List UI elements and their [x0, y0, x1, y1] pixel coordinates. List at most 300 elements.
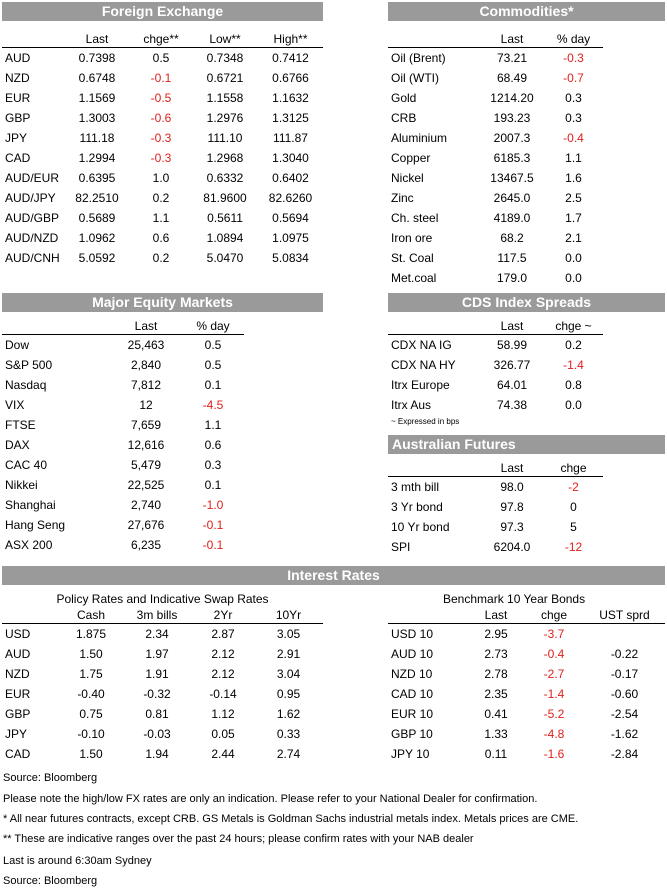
bonds-cell — [584, 624, 665, 645]
fx-row — [2, 248, 323, 268]
futures-row-label: 3 mth bill — [391, 480, 440, 494]
bonds-cell: 0.11 — [484, 747, 508, 761]
cds-cell: 326.77 — [493, 358, 531, 372]
equity-cell: 25,463 — [127, 338, 165, 352]
bonds-cell: 1.33 — [484, 727, 508, 741]
commodities-row-label: Ch. steel — [391, 211, 439, 225]
policy-cell: -0.40 — [77, 687, 105, 701]
policy-col-header: Cash — [76, 608, 105, 622]
rates-panel — [2, 566, 665, 585]
bonds-row-label: CAD 10 — [391, 687, 434, 701]
fx-cell: 82.2510 — [75, 191, 119, 205]
cds-cell: 58.99 — [496, 338, 528, 352]
fx-cell: 0.6 — [152, 231, 170, 245]
equity-row — [2, 535, 244, 555]
equity-row — [2, 355, 244, 375]
commodities-title: Commodities* — [388, 2, 665, 21]
policy-row — [2, 684, 323, 704]
commodities-cell: 4189.0 — [493, 211, 531, 225]
equity-cell: 7,812 — [130, 378, 162, 392]
cds-cell: 74.38 — [496, 398, 528, 412]
bonds-cell: 0.41 — [484, 707, 508, 721]
cds-row-label: Itrx Aus — [391, 398, 432, 412]
fx-cell: 0.7398 — [78, 51, 116, 65]
fx-cell: 0.5611 — [207, 211, 243, 225]
cds-table — [388, 318, 603, 415]
equity-cell: -0.1 — [202, 518, 224, 532]
fx-row — [2, 48, 323, 69]
policy-cell: 1.50 — [79, 747, 103, 761]
fx-cell: 0.6766 — [272, 71, 309, 85]
fx-cell: -0.6 — [150, 111, 172, 125]
bonds-col-header — [388, 607, 468, 624]
bonds-table — [388, 607, 665, 764]
fx-row-label: JPY — [5, 131, 28, 145]
equity-row — [2, 515, 244, 535]
bonds-cell: -1.4 — [543, 687, 565, 701]
futures-col-header: Last — [500, 461, 524, 475]
equity-row-label: S&P 500 — [5, 358, 53, 372]
bonds-cell: 2.78 — [484, 667, 508, 681]
futures-cell: 98.0 — [500, 480, 524, 494]
commodities-row-label: St. Coal — [391, 251, 434, 265]
commodities-row — [388, 148, 603, 168]
fx-cell: 0.6395 — [78, 171, 116, 185]
bonds-cell: -2.7 — [543, 667, 565, 681]
bonds-col-header: UST sprd — [599, 608, 650, 622]
fx-header-row — [2, 31, 323, 48]
fx-row — [2, 68, 323, 88]
commodities-row — [388, 268, 603, 288]
policy-row-label: JPY — [5, 727, 28, 741]
fx-row — [2, 168, 323, 188]
commodities-cell: 73.21 — [496, 51, 528, 65]
fx-cell: 1.3040 — [272, 151, 309, 165]
fx-cell: 1.3125 — [272, 111, 309, 125]
bonds-cell: -4.8 — [543, 727, 565, 741]
policy-cell: 1.875 — [75, 627, 107, 641]
fx-cell: 1.0894 — [206, 231, 244, 245]
cds-footnote: ~ Expressed in bps — [391, 417, 460, 426]
bonds-row — [388, 724, 665, 744]
cds-row-label: Itrx Europe — [391, 378, 450, 392]
futures-row — [388, 497, 603, 517]
commodities-row-label: Iron ore — [391, 231, 433, 245]
bonds-row-label: JPY 10 — [391, 747, 430, 761]
commodities-cell: 1.7 — [565, 211, 582, 225]
futures-row — [388, 537, 603, 557]
commodities-row-label: CRB — [391, 111, 417, 125]
fx-row-label: GBP — [5, 111, 31, 125]
fx-cell: 1.1569 — [78, 91, 116, 105]
commodities-row-label: Aluminium — [391, 131, 448, 145]
fx-row — [2, 208, 323, 228]
fx-row-label: AUD/CNH — [5, 251, 60, 265]
equity-title: Major Equity Markets — [2, 293, 323, 312]
policy-row — [2, 644, 323, 664]
equity-cell: 2,740 — [130, 498, 162, 512]
equity-row-label: VIX — [5, 398, 25, 412]
policy-row — [2, 624, 323, 645]
commodities-panel — [388, 2, 665, 288]
fx-cell: 0.2 — [152, 251, 170, 265]
futures-cell: 97.8 — [500, 500, 524, 514]
fx-cell: 111.10 — [207, 131, 243, 145]
bonds-cell: -3.7 — [543, 627, 565, 641]
fx-cell: 1.0 — [152, 171, 170, 185]
policy-cell: 0.95 — [276, 687, 301, 701]
equity-cell: 12 — [139, 398, 153, 412]
bonds-row — [388, 744, 665, 764]
fx-row-label: AUD — [5, 51, 31, 65]
cds-row — [388, 355, 603, 375]
fx-cell: 1.1558 — [206, 91, 244, 105]
commodities-cell: 117.5 — [497, 251, 527, 265]
futures-header-row — [388, 460, 603, 477]
fx-row — [2, 188, 323, 208]
equity-cell: -4.5 — [202, 398, 224, 412]
commodities-cell: -0.3 — [563, 51, 584, 65]
commodities-col-header: Last — [500, 32, 524, 46]
commodities-col-header: % day — [556, 32, 591, 46]
equity-row-label: CAC 40 — [5, 458, 48, 472]
policy-row-label: USD — [5, 627, 31, 641]
fx-cell: 1.3003 — [78, 111, 116, 125]
equity-row — [2, 335, 244, 356]
policy-cell: 0.33 — [276, 727, 301, 741]
equity-cell: 0.1 — [204, 478, 222, 492]
futures-cell: 97.3 — [500, 520, 524, 534]
policy-row-label: NZD — [5, 667, 30, 681]
commodities-row-label: Zinc — [391, 191, 414, 205]
bonds-cell: -5.2 — [543, 707, 565, 721]
policy-row-label: EUR — [5, 687, 31, 701]
bonds-cell: -1.6 — [543, 747, 565, 761]
bonds-cell: -2.84 — [610, 747, 639, 761]
equity-row-label: FTSE — [5, 418, 36, 432]
fx-cell: -0.3 — [150, 151, 172, 165]
policy-col-header: 3m bills — [136, 608, 178, 622]
policy-cell: -0.10 — [77, 727, 105, 741]
policy-cell: 0.75 — [79, 707, 103, 721]
fx-panel — [2, 2, 323, 268]
commodities-cell: 2.1 — [565, 231, 582, 245]
futures-cell: -12 — [564, 540, 583, 554]
fx-cell: -0.5 — [150, 91, 172, 105]
policy-col-header — [2, 607, 60, 624]
commodities-cell: 0.0 — [565, 251, 582, 265]
futures-row-label: 10 Yr bond — [391, 520, 450, 534]
fx-cell: 0.6721 — [206, 71, 244, 85]
fx-title: Foreign Exchange — [2, 2, 323, 21]
equity-row-label: Nikkei — [5, 478, 38, 492]
commodities-cell: -0.4 — [563, 131, 584, 145]
commodities-cell: 68.2 — [500, 231, 524, 245]
equity-cell: 22,525 — [127, 478, 165, 492]
bonds-cell: 2.35 — [484, 687, 508, 701]
fx-cell: -0.1 — [150, 71, 172, 85]
commodities-cell: 0.0 — [565, 271, 582, 285]
bonds-cell: -1.62 — [610, 727, 639, 741]
fx-col-header — [2, 31, 64, 48]
fx-cell: 1.0962 — [78, 231, 116, 245]
commodities-row — [388, 88, 603, 108]
equity-cell: -1.0 — [202, 498, 224, 512]
equity-row-label: DAX — [5, 438, 30, 452]
commodities-cell: 1.6 — [565, 171, 582, 185]
fx-row — [2, 88, 323, 108]
policy-cell: 0.81 — [145, 707, 169, 721]
bonds-cell: -0.17 — [610, 667, 639, 681]
equity-row — [2, 395, 244, 415]
equity-header-row — [2, 318, 244, 335]
cds-row-label: CDX NA HY — [391, 358, 456, 372]
equity-row — [2, 415, 244, 435]
fx-cell: 0.5694 — [272, 211, 309, 225]
fx-col-header: Last — [85, 32, 109, 46]
fx-cell: 0.7348 — [206, 51, 244, 65]
cds-panel — [388, 293, 665, 429]
futures-col-header: chge — [560, 461, 587, 475]
commodities-row — [388, 248, 603, 268]
fx-cell: 82.6260 — [268, 191, 313, 205]
commodities-row-label: Gold — [391, 91, 417, 105]
futures-row-label: SPI — [391, 540, 411, 554]
policy-cell: 0.05 — [211, 727, 235, 741]
equity-row — [2, 455, 244, 475]
commodities-row-label: Oil (WTI) — [391, 71, 439, 85]
commodities-row — [388, 48, 603, 69]
commodities-row-label: Copper — [391, 151, 431, 165]
bonds-cell: -2.54 — [610, 707, 639, 721]
commodities-header-row — [388, 31, 603, 48]
note-source-1: Source: Bloomberg — [3, 772, 98, 784]
equity-cell: 0.3 — [204, 458, 222, 472]
cds-row-label: CDX NA IG — [391, 338, 452, 352]
policy-cell: -0.14 — [209, 687, 237, 701]
fx-row-label: NZD — [5, 71, 30, 85]
equity-cell: 6,235 — [130, 538, 162, 552]
fx-cell: 1.1 — [152, 211, 170, 225]
note-timing: Last is around 6:30am Sydney — [3, 855, 152, 867]
cds-cell: 0.0 — [565, 398, 582, 412]
futures-row — [388, 477, 603, 498]
commodities-cell: 2.5 — [565, 191, 582, 205]
fx-col-header: High** — [273, 32, 308, 46]
equity-row-label: Dow — [5, 338, 30, 352]
note-futures: * All near futures contracts, except CRB. GS Metals is Goldman Sachs industrial metals index. Metals prices are CME. — [3, 813, 579, 825]
bonds-cell: 2.95 — [484, 627, 508, 641]
policy-row-label: CAD — [5, 747, 31, 761]
fx-cell: 1.1632 — [272, 91, 309, 105]
fx-row — [2, 228, 323, 248]
commodities-row-label: Met.coal — [391, 271, 437, 285]
fx-cell: 111.87 — [273, 131, 308, 145]
equity-cell: -0.1 — [202, 538, 224, 552]
policy-row — [2, 664, 323, 684]
policy-cell: 1.91 — [145, 667, 169, 681]
bonds-subtitle: Benchmark 10 Year Bonds — [443, 592, 586, 606]
policy-cell: 1.75 — [79, 667, 103, 681]
commodities-row — [388, 108, 603, 128]
futures-row — [388, 517, 603, 537]
commodities-cell: 193.23 — [493, 111, 531, 125]
commodities-cell: 0.3 — [565, 91, 582, 105]
policy-cell: 2.12 — [211, 667, 235, 681]
cds-row — [388, 375, 603, 395]
commodities-row-label: Nickel — [391, 171, 424, 185]
futures-panel — [388, 435, 665, 557]
bonds-col-header: chge — [540, 608, 568, 622]
fx-cell: 1.0975 — [272, 231, 309, 245]
equity-cell: 12,616 — [127, 438, 165, 452]
rates-title: Interest Rates — [2, 566, 665, 585]
commodities-cell: 0.3 — [565, 111, 582, 125]
fx-row — [2, 128, 323, 148]
policy-cell: -0.03 — [143, 727, 171, 741]
cds-cell: 64.01 — [496, 378, 528, 392]
fx-row-label: AUD/GBP — [5, 211, 60, 225]
policy-rates-panel — [2, 588, 323, 764]
policy-header-row — [2, 607, 323, 624]
commodities-row — [388, 228, 603, 248]
bonds-row — [388, 644, 665, 664]
policy-cell: 3.05 — [276, 627, 301, 641]
futures-cell: 5 — [570, 520, 577, 534]
equity-cell: 5,479 — [130, 458, 162, 472]
bonds-header-row — [388, 607, 665, 624]
fx-cell: 111.18 — [79, 131, 115, 145]
fx-cell: 1.2976 — [206, 111, 244, 125]
commodities-cell: -0.7 — [563, 71, 584, 85]
bonds-col-header: Last — [484, 608, 508, 622]
equity-panel — [2, 293, 323, 555]
futures-cell: 0 — [570, 500, 577, 514]
bonds-row-label: EUR 10 — [391, 707, 434, 721]
fx-col-header: chge** — [143, 32, 179, 46]
bonds-panel — [388, 588, 665, 764]
commodities-cell: 1214.20 — [490, 91, 534, 105]
bonds-row-label: AUD 10 — [391, 647, 434, 661]
policy-row — [2, 724, 323, 744]
policy-col-header: 2Yr — [213, 608, 233, 622]
bonds-row — [388, 664, 665, 684]
commodities-cell: 6185.3 — [493, 151, 531, 165]
equity-cell: 7,659 — [130, 418, 162, 432]
fx-cell: 0.5689 — [78, 211, 116, 225]
policy-cell: 1.12 — [211, 707, 235, 721]
policy-row-label: GBP — [5, 707, 31, 721]
fx-row-label: CAD — [5, 151, 31, 165]
policy-row — [2, 744, 323, 764]
bonds-cell: -0.4 — [543, 647, 565, 661]
commodities-row-label: Oil (Brent) — [391, 51, 446, 65]
cds-row — [388, 395, 603, 415]
bonds-cell: 2.73 — [484, 647, 508, 661]
equity-cell: 27,676 — [127, 518, 165, 532]
note-fx-disclaimer: Please note the high/low FX rates are only an indication. Please refer to your National Dealer for confirmation. — [3, 793, 538, 805]
commodities-row — [388, 68, 603, 88]
policy-cell: 2.12 — [211, 647, 235, 661]
bonds-row-label: GBP 10 — [391, 727, 433, 741]
fx-col-header: Low** — [209, 32, 241, 46]
fx-cell: 0.6332 — [206, 171, 244, 185]
commodities-cell: 2645.0 — [493, 191, 531, 205]
commodities-cell: 13467.5 — [490, 171, 534, 185]
fx-cell: 5.0470 — [206, 251, 244, 265]
fx-row-label: AUD/JPY — [5, 191, 56, 205]
cds-col-header: Last — [500, 319, 524, 333]
bonds-row — [388, 704, 665, 724]
equity-col-header — [2, 318, 110, 335]
cds-cell: -1.4 — [563, 358, 584, 372]
equity-row-label: Shanghai — [5, 498, 56, 512]
policy-cell: 1.50 — [79, 647, 103, 661]
note-ranges: ** These are indicative ranges over the past 24 hours; please confirm rates with your NAB dealer — [3, 833, 474, 845]
commodities-row — [388, 168, 603, 188]
futures-col-header — [388, 460, 480, 477]
cds-col-header — [388, 318, 480, 335]
equity-cell: 1.1 — [204, 418, 222, 432]
bonds-row — [388, 624, 665, 645]
fx-table — [2, 31, 323, 268]
policy-subtitle: Policy Rates and Indicative Swap Rates — [56, 592, 269, 606]
commodities-row — [388, 128, 603, 148]
fx-cell: 0.5 — [152, 51, 170, 65]
futures-title: Australian Futures — [388, 435, 665, 454]
policy-cell: 2.74 — [276, 747, 301, 761]
fx-row-label: AUD/NZD — [5, 231, 59, 245]
equity-cell: 0.5 — [204, 338, 222, 352]
fx-cell: 1.2968 — [206, 151, 244, 165]
commodities-table — [388, 31, 603, 288]
bonds-cell: -0.22 — [610, 647, 639, 661]
equity-row — [2, 495, 244, 515]
equity-cell: 0.5 — [204, 358, 222, 372]
futures-cell: 6204.0 — [493, 540, 531, 554]
equity-row — [2, 375, 244, 395]
futures-cell: -2 — [568, 480, 579, 494]
commodities-cell: 68.49 — [496, 71, 528, 85]
policy-cell: -0.32 — [143, 687, 171, 701]
policy-rates-table — [2, 607, 323, 764]
equity-cell: 0.1 — [204, 378, 222, 392]
fx-row — [2, 148, 323, 168]
fx-row — [2, 108, 323, 128]
cds-header-row — [388, 318, 603, 335]
policy-row — [2, 704, 323, 724]
fx-cell: 81.9600 — [203, 191, 247, 205]
fx-cell: 5.0834 — [272, 251, 309, 265]
policy-row-label: AUD — [5, 647, 31, 661]
equity-cell: 2,840 — [130, 358, 162, 372]
futures-row-label: 3 Yr bond — [391, 500, 443, 514]
equity-col-header: Last — [134, 319, 158, 333]
fx-cell: 5.0592 — [78, 251, 116, 265]
bonds-row-label: NZD 10 — [391, 667, 433, 681]
policy-cell: 1.94 — [145, 747, 169, 761]
commodities-row — [388, 208, 603, 228]
policy-col-header: 10Yr — [275, 608, 302, 622]
cds-title: CDS Index Spreads — [388, 293, 665, 312]
futures-table — [388, 460, 603, 557]
bonds-row-label: USD 10 — [391, 627, 434, 641]
equity-row-label: Hang Seng — [5, 518, 66, 532]
fx-cell: 0.7412 — [272, 51, 309, 65]
fx-cell: 0.6402 — [272, 171, 309, 185]
fx-cell: 0.6748 — [78, 71, 116, 85]
commodities-cell: 2007.3 — [493, 131, 531, 145]
